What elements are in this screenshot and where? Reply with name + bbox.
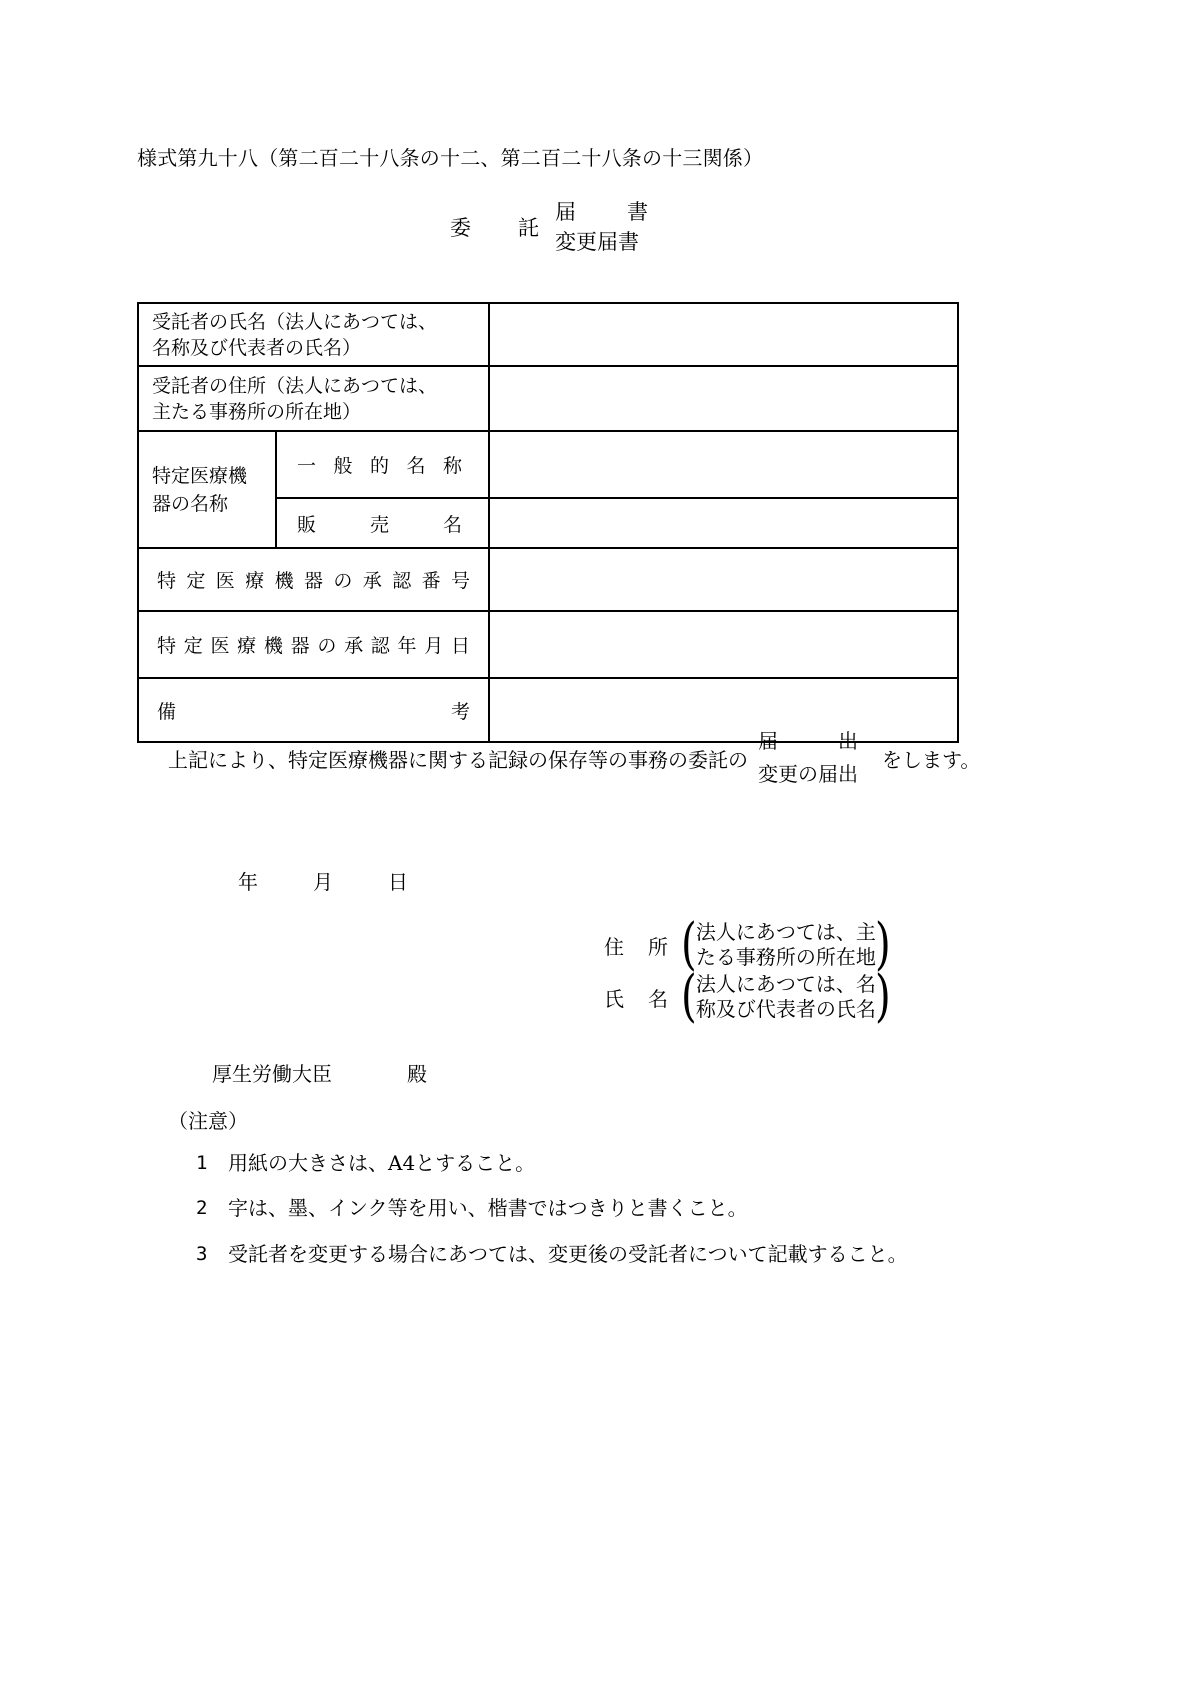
declaration-tail: をします。 bbox=[882, 747, 981, 772]
label-remarks: 備考 bbox=[138, 678, 489, 742]
label-consignee-name: 受託者の氏名（法人にあつては、名称及び代表者の氏名） bbox=[138, 303, 489, 366]
title-text-right: 託 bbox=[518, 216, 539, 240]
address-paren-close: ) bbox=[874, 912, 891, 977]
note-number: 1 bbox=[196, 1152, 208, 1174]
label-device-name-group: 特定医療機器の名称 bbox=[138, 431, 276, 548]
name-paren-line2: 称及び代表者の氏名 bbox=[695, 997, 876, 1021]
form-style-number: 様式第九十八（第二百二十八条の十二、第二百二十八条の十三関係） bbox=[137, 146, 764, 170]
name-label: 氏 名 bbox=[604, 986, 670, 1011]
input-generic-name[interactable] bbox=[489, 431, 958, 498]
address-paren-line1: 法人にあつては、主 bbox=[695, 920, 876, 944]
declaration-option-bottom: 変更の届出 bbox=[758, 762, 858, 786]
input-consignee-address[interactable] bbox=[489, 366, 958, 431]
name-paren-line1: 法人にあつては、名 bbox=[695, 972, 876, 996]
address-paren-text bbox=[696, 920, 876, 970]
address-line bbox=[604, 912, 891, 977]
name-paren-open: ( bbox=[681, 964, 697, 1029]
name-line bbox=[604, 964, 891, 1029]
table-row bbox=[138, 611, 958, 678]
declaration-sentence bbox=[168, 725, 980, 791]
note-item bbox=[196, 1196, 748, 1220]
form-table bbox=[137, 302, 959, 743]
input-consignee-name[interactable] bbox=[489, 303, 958, 366]
title-text-left: 委 bbox=[450, 216, 471, 240]
note-item bbox=[196, 1242, 908, 1266]
label-approval-date: 特定医療機器の承認年月日 bbox=[138, 611, 489, 678]
note-number: 3 bbox=[196, 1243, 208, 1265]
address-paren-open: ( bbox=[681, 912, 697, 977]
title-option-bottom: 変更届書 bbox=[555, 230, 639, 254]
note-number: 2 bbox=[196, 1197, 208, 1219]
declaration-lead: 上記により、特定医療機器に関する記録の保存等の事務の委託の bbox=[168, 747, 748, 772]
name-paren-text bbox=[696, 972, 876, 1022]
title-option-top: 届 書 bbox=[555, 200, 651, 224]
address-label: 住 所 bbox=[604, 934, 670, 959]
recipient-line bbox=[212, 1058, 427, 1087]
label-consignee-address: 受託者の住所（法人にあつては、主たる事務所の所在地） bbox=[138, 366, 489, 431]
address-paren-line2: たる事務所の所在地 bbox=[695, 945, 876, 969]
declaration-option-stack bbox=[758, 725, 858, 791]
note-text: 用紙の大きさは、A4とすること。 bbox=[228, 1151, 536, 1175]
input-approval-number[interactable] bbox=[489, 548, 958, 611]
notes-heading: （注意） bbox=[168, 1109, 248, 1133]
note-item bbox=[196, 1151, 535, 1175]
table-row bbox=[138, 431, 958, 498]
declaration-option-top: 届 出 bbox=[758, 729, 858, 753]
table-row bbox=[138, 366, 958, 431]
label-generic-name: 一般的名称 bbox=[276, 431, 489, 498]
recipient-honorific: 殿 bbox=[407, 1062, 427, 1086]
date-line: 年 月 日 bbox=[238, 870, 413, 894]
note-text: 字は、墨、インク等を用い、楷書ではつきりと書くこと。 bbox=[228, 1196, 748, 1220]
label-sales-name: 販売名 bbox=[276, 498, 489, 548]
note-text: 受託者を変更する場合にあつては、変更後の受託者について記載すること。 bbox=[228, 1242, 908, 1266]
title-option-stack bbox=[555, 197, 651, 257]
input-approval-date[interactable] bbox=[489, 611, 958, 678]
label-approval-number: 特定医療機器の承認番号 bbox=[138, 548, 489, 611]
table-row bbox=[138, 303, 958, 366]
form-title bbox=[450, 197, 651, 257]
input-sales-name[interactable] bbox=[489, 498, 958, 548]
recipient-title: 厚生労働大臣 bbox=[212, 1062, 332, 1086]
name-paren-close: ) bbox=[874, 964, 891, 1029]
table-row bbox=[138, 548, 958, 611]
